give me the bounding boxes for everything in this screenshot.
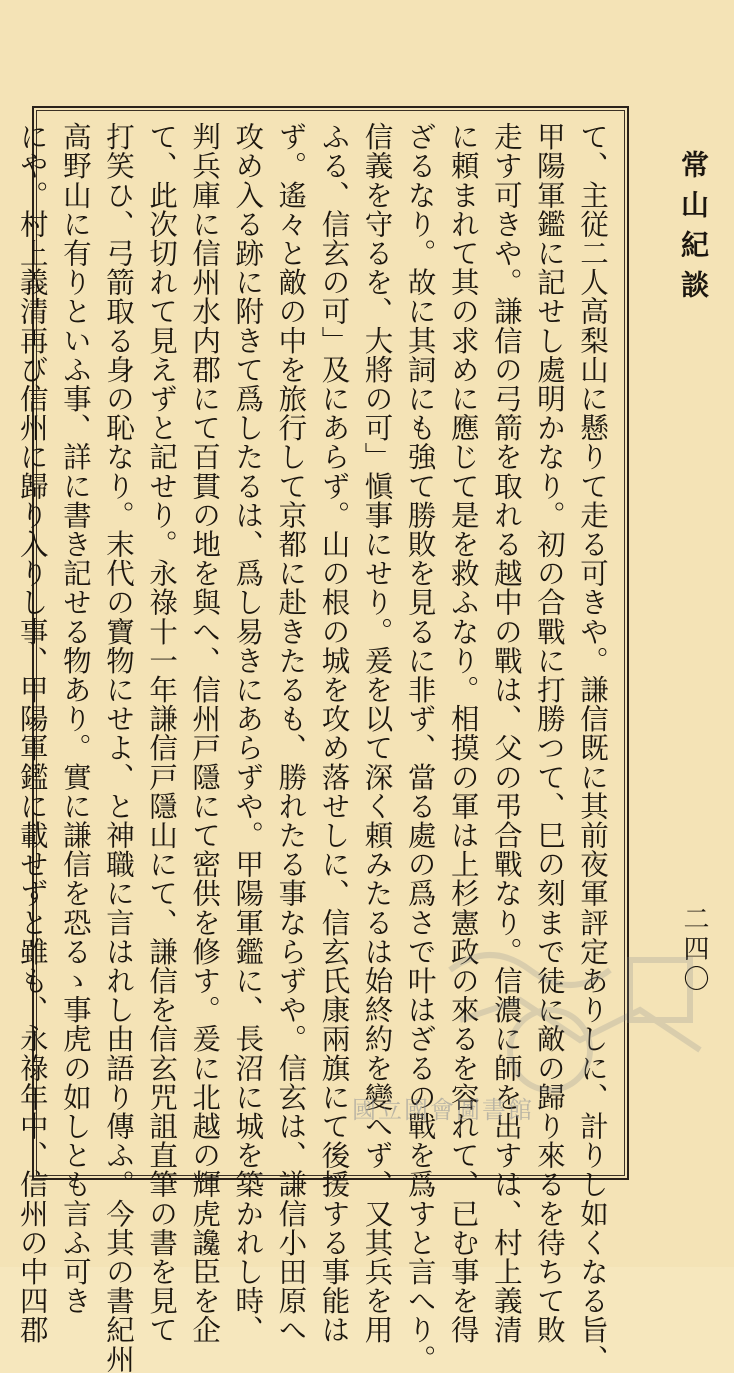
page-number: 二四〇	[679, 905, 709, 995]
text-column: て、主従二人高梨山に懸りて走る可きや。謙信既に其前夜軍評定ありしに、計りし如くなる旨、	[576, 122, 609, 1373]
text-column: に頼まれて其の求めに應じて是を救ふなり。相摸の軍は上杉憲政の來るを容れて、已む事を得	[446, 122, 480, 1345]
text-column: ず。遙々と敵の中を旅行して京都に赴きたるも、勝れたる事ならずや。信玄は、謙信小田原へ	[274, 122, 308, 1345]
text-column: て、此次切れて見えずと記せり。永祿十一年謙信戸隱山にて、謙信を信玄咒詛直筆の書を見て	[145, 122, 179, 1345]
text-column: 判兵庫に信州水内郡にて百貫の地を與へ、信州戸隱にて密供を修す。爰に北越の輝虎讒臣を企	[188, 122, 222, 1345]
text-column: ふる、信玄の可」及にあらず。山の根の城を攻め落せしに、信玄氏康兩旗にて後援する事能は	[317, 122, 351, 1345]
vertical-body-text	[15, 122, 614, 1373]
watermark-text: 國立國會圖書館	[352, 1096, 534, 1124]
text-column: 打笑ひ、弓箭取る身の恥なり。末代の寶物にせよ、と神職に言はれし由語り傳ふ。今其の書紀州	[101, 122, 135, 1373]
text-column: 高野山に有りといふ事、詳に書き記せる物あり。實に謙信を恐るゝ事虎の如しとも言ふ可き	[58, 122, 92, 1316]
text-column: 信義を守るを、大將の可」愼事にせり。爰を以て深く頼みたるは始終約を變へず、又其兵を用	[360, 122, 394, 1345]
text-column: 甲陽軍鑑に記せし處明かなり。初の合戰に打勝つて、巳の刻まで徒に敵の歸り來るを待ちて敗	[532, 122, 566, 1345]
text-column: にや。村上義清再び信州に歸り入りし事、甲陽軍鑑に載せずと雖も、永祿年中、信州の中四郡	[15, 122, 49, 1345]
text-column: 走す可きや。謙信の弓箭を取れる越中の戰は、父の弔合戰なり。信濃に師を出すは、村上義清	[489, 122, 523, 1345]
text-column: ざるなり。故に其詞にも強て勝敗を見るに非ず、當る處の爲さで叶はざるの戰を爲すと言へり。	[403, 122, 437, 1373]
running-header-title: 常山紀談	[677, 150, 710, 310]
text-column: 攻め入る跡に附きて爲したるは、爲し易きにあらずや。甲陽軍鑑に、長沼に城を築かれし時、	[231, 122, 265, 1345]
